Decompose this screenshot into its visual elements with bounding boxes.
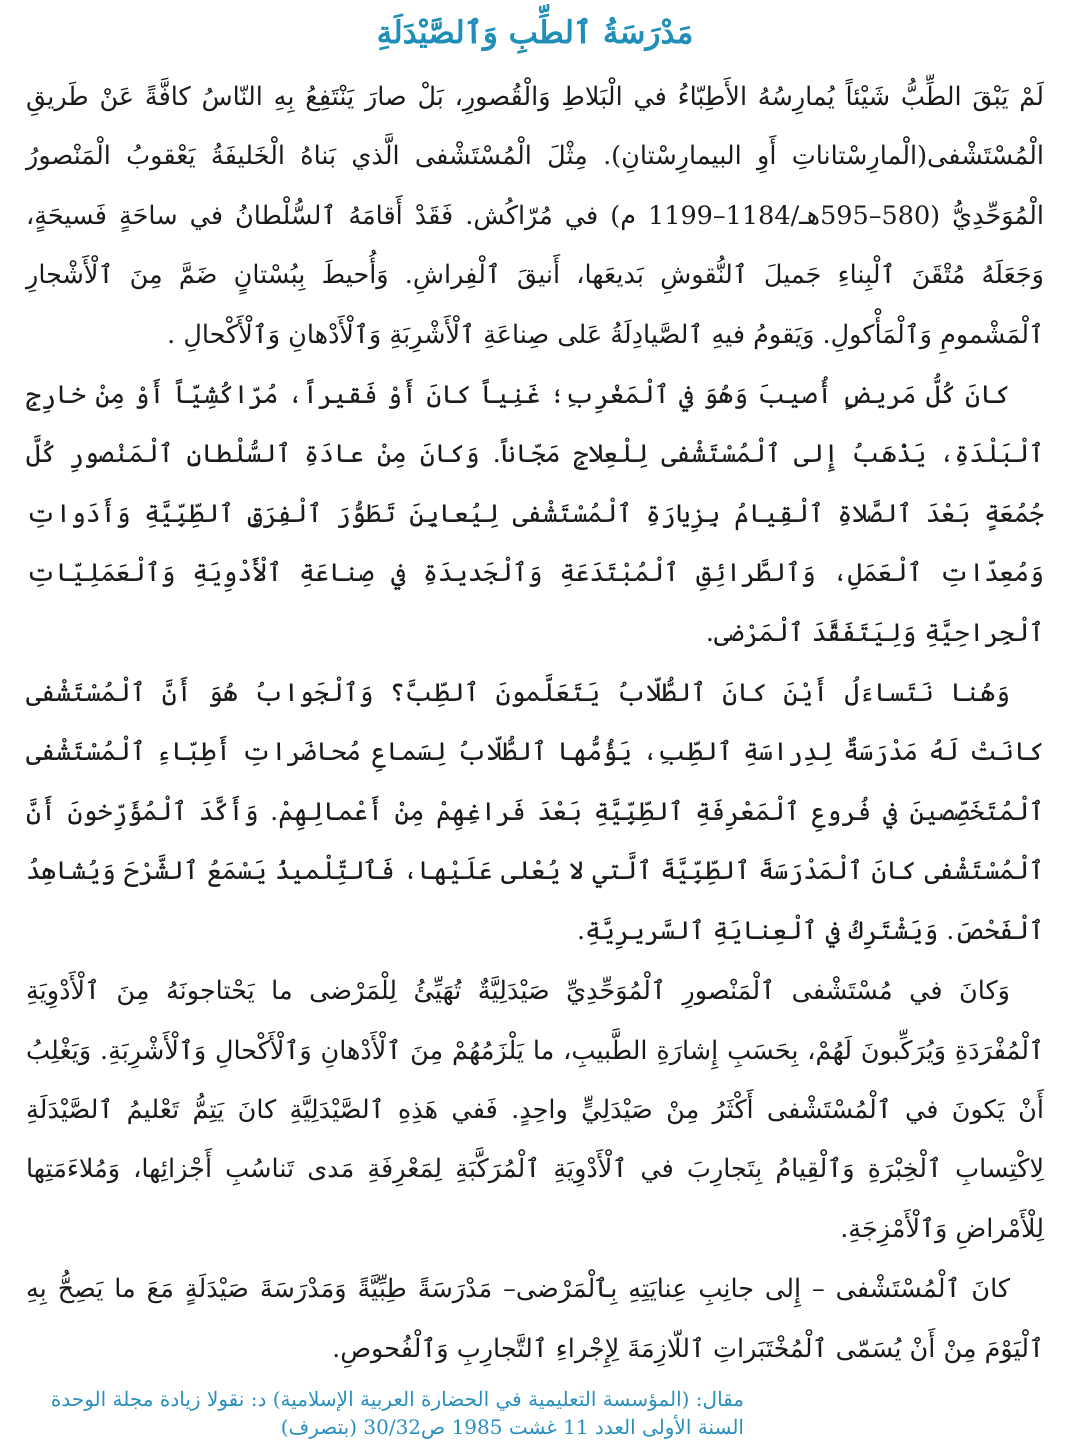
paragraph-4-text: وَكانَ في مُسْتَشْفى ٱلْمَنْصورِ ٱلْمُوَحِّدِيِّ صَيْدَلِيَّةٌ تُهَيِّئُ لِلْمَرْضى ما يَحْتاجونَهُ مِنَ ٱلْأَدْوِيَةِ ٱلْمُفْرَدَةِ وَيُرَكِّبونَ لَهُمْ، بِحَسَبِ إِشارَةِ الطَّبيبِ، ما يَلْزَمُهُمْ مِنَ ٱلْأَدْهانِ وَٱلْأَكْحالِ وَٱلْأَشْرِبَةِ. وَيَغْلِبُ أَنْ يَكونَ في ٱلْمُسْتَشْفى أَكْثَرُ مِنْ صَيْدَلِيٍّ واحِدٍ. فَفي هَذِهِ ٱلصَّيْدَلِيَّةِ كانَ يَتِمُّ تَعْليمُ ٱلصَّيْدَلَةِ لِاكْتِسابِ ٱلْخِبْرَةِ وَٱلْقِيامُ بِتَجارِبَ في ٱلْأَدْوِيَةِ ٱلْمُرَكَّبَةِ لِمَعْرِفَةِ مَدى تَناسُبِ أَجْزائِها، وَمُلاءَمَتِها لِلْأَمْراضِ وَٱلْأَمْزِجَةِ. bbox=[26, 976, 1044, 1244]
paragraph-2-text: كانَ كُلُّ مَريضٍ أُصيبَ وَهُوَ في ٱلْمَغْرِبِ؛ غَنِياً كانَ أَوْ فَقيراً، مُرّاكُشِيّاً أَوْ مِنْ خارِجِ ٱلْبَلْدَةِ، يَذْهَبُ إِلى ٱلْمُسْتَشْفى لِلْعِلاجِ مَجّاناً. وَكانَ مِنْ عادَةِ ٱلسُّلْطانِ ٱلْمَنْصورِ كُلَّ جُمُعَةٍ بَعْدَ ٱلصَّلاةِ ٱلْقِيامُ بِزِيارَةِ ٱلْمُسْتَشْفى لِيُعايِنَ تَطَوُّرَ ٱلْفِرَقِ ٱلطِّبِّيَّةِ وَأَدَواتِ وَمُعِدّاتِ ٱلْعَمَلِ، وَٱلطَّرائِقِ ٱلْمُبْتَدَعَةِ وَٱلْجَديدَةِ في صِناعَةِ ٱلْأَدْوِيَةِ وَٱلْعَمَلِيّاتِ ٱلْجِراحِيَّةِ وَلِيَتَفَقَّدَ ٱلْمَرْضى. bbox=[26, 380, 1044, 648]
paragraph-5 bbox=[26, 1260, 1044, 1379]
paragraph-1 bbox=[26, 68, 1044, 365]
page-title: مَدْرَسَةُ ٱلطِّبِ وَٱلصَّيْدَلَةِ bbox=[376, 15, 694, 51]
paragraph-5-text: كانَ ٱلْمُسْتَشْفى – إِلى جانِبِ عِنايَتِهِ بِٱلْمَرْضى– مَدْرَسَةً طِبِّيَّةً وَمَدْرَسَةَ صَيْدَلَةٍ مَعَ ما يَصِحُّ بِهِ ٱلْيَوْمَ مِنْ أَنْ يُسَمّى ٱلْمُخْتَبَراتِ ٱللّازِمَةَ لِإِجْراءِ ٱلتَّجارِبِ وَٱلْفُحوصِ. bbox=[26, 1274, 1044, 1364]
paragraph-3 bbox=[26, 664, 1044, 961]
paragraph-1-text: لَمْ يَبْقَ الطِّبُّ شَيْئاً يُمارِسُهُ الأَطِبّاءُ في الْبَلاطِ وَالْقُصورِ، بَلْ صارَ يَنْتَفِعُ بِهِ النّاسُ كافَّةً عَنْ طَريقِ الْمُسْتَشْفى(الْمارِسْتاناتِ أَوِ البيمارِسْتانِ). مِثْلَ الْمُسْتَشْفى الَّذي بَناهُ الْخَليفَةُ يَعْقوبُ الْمَنْصورُ الْمُوَحِّدِيُّ (580–595هـ/1184–1199 م) في مُرّاكُش. فَقَدْ أَقامَهُ ٱلسُّلْطانُ في ساحَةٍ فَسيحَةٍ، وَجَعَلَهُ مُتْقَنَ ٱلْبِناءِ جَميلَ ٱلنُّقوشِ بَديعَها، أَنيقَ ٱلْفِراشِ. وَأُحيطَ بِبُسْتانٍ ضَمَّ مِنَ ٱلْأَشْجارِ ٱلْمَشْمومِ وَٱلْمَأْكولِ. وَيَقومُ فيهِ ٱلصَّيادِلَةُ عَلى صِناعَةِ ٱلْأَشْرِبَةِ وَٱلْأَدْهانِ وَٱلْأَكْحالِ . bbox=[26, 82, 1045, 350]
source-line-2: السنة الأولى العدد 11 غشت 1985 ص30/32 (بتصرف) bbox=[280, 1414, 744, 1439]
paragraph-4 bbox=[26, 962, 1044, 1259]
source-line-1: مقال: (المؤسسة التعليمية في الحضارة العربية الإسلامية) د: نقولا زيادة مجلة الوحدة bbox=[50, 1386, 744, 1411]
paragraph-3-text: وَهُنا نَتَساءَلُ أَيْنَ كانَ ٱلطُّلّابُ يَتَعَلَّمونَ ٱلطِّبَّ؟ وَٱلْجَوابُ هُوَ أَنَّ ٱلْمُسْتَشْفى كانَتْ لَهُ مَدْرَسَةٌ لِدِراسَةِ ٱلطِّبِ، يَؤُمُّها ٱلطُّلّابُ لِسَماعِ مُحاضَراتِ أَطِبّاءِ ٱلْمُسْتَشْفى ٱلْمُتَخَصِّصينَ في فُروعِ ٱلْمَعْرِفَةِ ٱلطِّبِّيَّةِ بَعْدَ فَراغِهِمْ مِنْ أَعْمالِهِمْ. وَأَكَّدَ ٱلْمُؤَرِّخونَ أَنَّ ٱلْمُسْتَشْفى كانَ ٱلْمَدْرَسَةَ ٱلطِّبِّيَّةَ ٱلَّتي لا يُعْلى عَلَيْها، فَٱلتِّلْميذُ يَسْمَعُ ٱلشَّرْحَ وَيُشاهِدُ ٱلْفَحْصَ. وَيَشْتَرِكُ في ٱلْعِنايَةِ ٱلسَّريرِيَّةِ. bbox=[26, 678, 1044, 946]
paragraph-2 bbox=[26, 366, 1044, 663]
source-citation bbox=[26, 1385, 1044, 1441]
